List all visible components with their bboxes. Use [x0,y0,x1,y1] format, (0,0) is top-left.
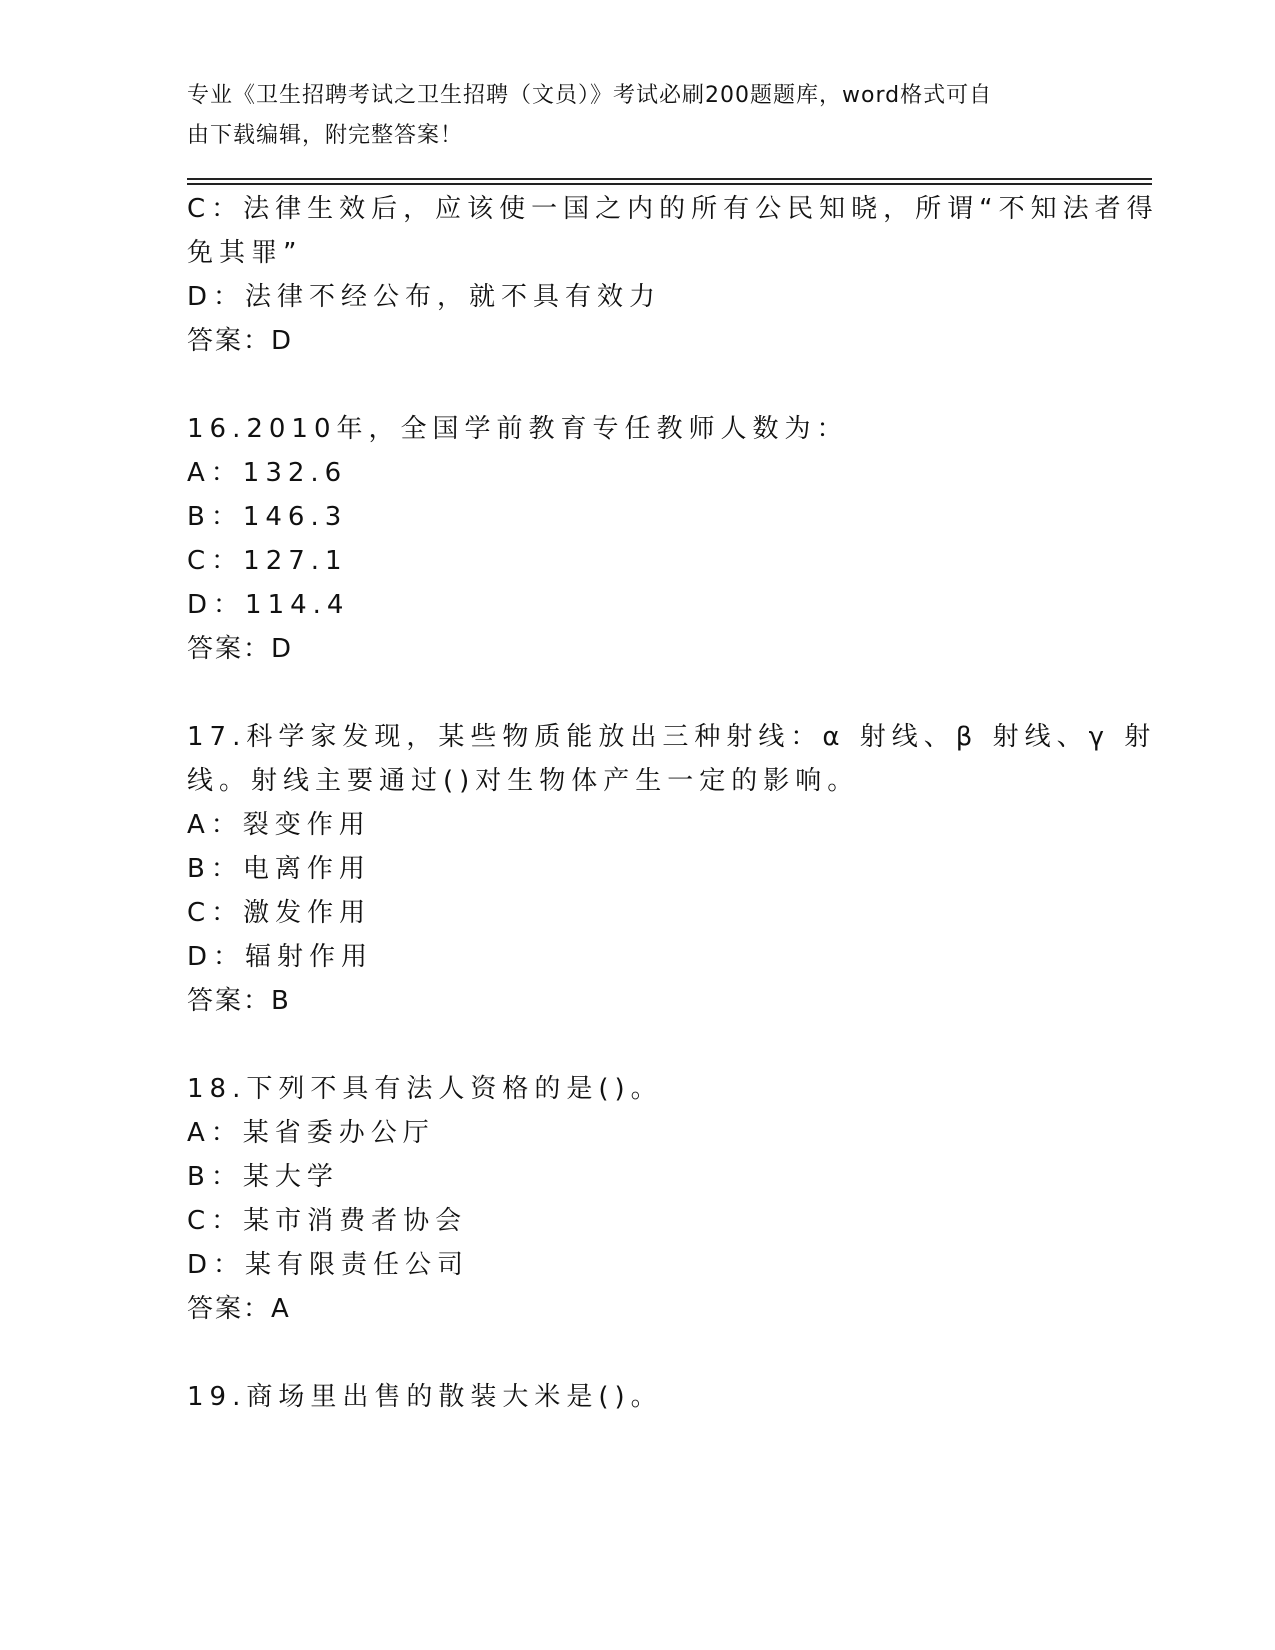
q16-option-c: C：127.1 [187,546,348,576]
q18-option-d: D：某有限责任公司 [187,1250,470,1280]
q18-stem: 18.下列不具有法人资格的是()。 [187,1074,663,1104]
q18-option-a: A：某省委办公厅 [187,1118,435,1148]
q17-option-d: D：辐射作用 [187,942,374,972]
q17-stem-line-1: 17.科学家发现，某些物质能放出三种射线：α 射线、β 射线、γ 射 [187,722,1157,752]
q16-option-a: A：132.6 [187,458,348,488]
q17-option-b: B：电离作用 [187,854,371,884]
q18-option-b: B：某大学 [187,1162,339,1192]
q18-answer: 答案：A [187,1294,291,1324]
q17-option-a: A：裂变作用 [187,810,371,840]
q15-option-c-line-2: 免其罪” [187,238,303,268]
q15-option-d: D：法律不经公布，就不具有效力 [187,282,662,312]
q16-stem: 16.2010年，全国学前教育专任教师人数为： [187,414,849,444]
q17-option-c: C：激发作用 [187,898,372,928]
q18-option-c: C：某市消费者协会 [187,1206,468,1236]
q15-answer: 答案：D [187,326,294,356]
header-divider-bottom [187,183,1152,185]
q16-option-d: D：114.4 [187,590,350,620]
q19-stem: 19.商场里出售的散装大米是()。 [187,1382,663,1412]
q16-option-b: B：146.3 [187,502,348,532]
header-divider-top [187,178,1152,180]
q15-option-c-line-1: C：法律生效后，应该使一国之内的所有公民知晓，所谓“不知法者得 [187,194,1159,224]
q17-answer: 答案：B [187,986,291,1016]
header-line-1: 专业《卫生招聘考试之卫生招聘（文员）》考试必刷200题题库，word格式可自 [187,83,993,108]
header-line-2: 由下载编辑，附完整答案！ [187,123,464,148]
document-header [187,76,1067,156]
q17-stem-line-2: 线。射线主要通过()对生物体产生一定的影响。 [187,766,860,796]
q16-answer: 答案：D [187,634,294,664]
